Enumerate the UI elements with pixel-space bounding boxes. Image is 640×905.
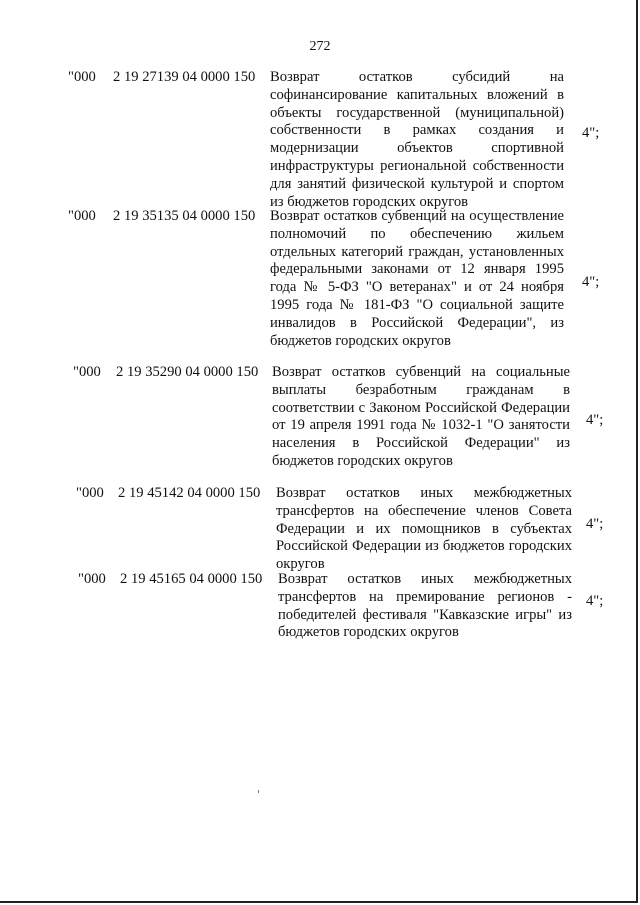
budget-code: 2 19 45142 04 0000 150 [118, 485, 261, 501]
row-prefix: "000 [78, 571, 106, 587]
row-suffix: 4"; [586, 516, 604, 532]
row-suffix: 4"; [586, 412, 604, 428]
row-description: Возврат остатков субвенций на социальные выплаты безработным гражданам в соответствии с Законом Российской Федерации от 19 апреля 1991 года № 1032-1 "О занятости населения в Российской Федерации" из бюджетов городских округов [272, 364, 570, 469]
budget-code: 2 19 45165 04 0000 150 [120, 571, 263, 587]
scan-speck [258, 790, 259, 793]
row-prefix: "000 [68, 208, 96, 224]
row-description: Возврат остатков иных межбюджетных трансфертов на премирование регионов - победителей фестиваля "Кавказские игры" из бюджетов городских округов [278, 571, 572, 641]
row-description: Возврат остатков субвенций на осуществление полномочий по обеспечению жильем отдельных категорий граждан, установленных федеральными законами от 12 января 1995 года № 5-ФЗ "О ветеранах" и от 24 ноября 1995 года № 181-ФЗ "О социальной защите инвалидов в Российской Федерации", из бюджетов городских округов [270, 208, 564, 349]
row-prefix: "000 [73, 364, 101, 380]
row-prefix: "000 [76, 485, 104, 501]
budget-code: 2 19 27139 04 0000 150 [113, 69, 256, 85]
page-number: 272 [309, 39, 331, 54]
row-suffix: 4"; [586, 593, 604, 609]
row-prefix: "000 [68, 69, 96, 85]
row-suffix: 4"; [582, 125, 600, 141]
row-description: Возврат остатков иных межбюджетных трансфертов на обеспечение членов Совета Федерации и их помощников в субъектах Российской Федерации из бюджетов городских округов [276, 485, 572, 573]
row-description: Возврат остатков субсидий на софинансирование капитальных вложений в объекты государственной (муниципальной) собственности в рамках создания и модернизации объектов спортивной инфраструктуры региональной собственности для занятий физической культурой и спортом из бюджетов городских округов [270, 69, 564, 210]
budget-code: 2 19 35135 04 0000 150 [113, 208, 256, 224]
budget-code: 2 19 35290 04 0000 150 [116, 364, 259, 380]
row-suffix: 4"; [582, 274, 600, 290]
